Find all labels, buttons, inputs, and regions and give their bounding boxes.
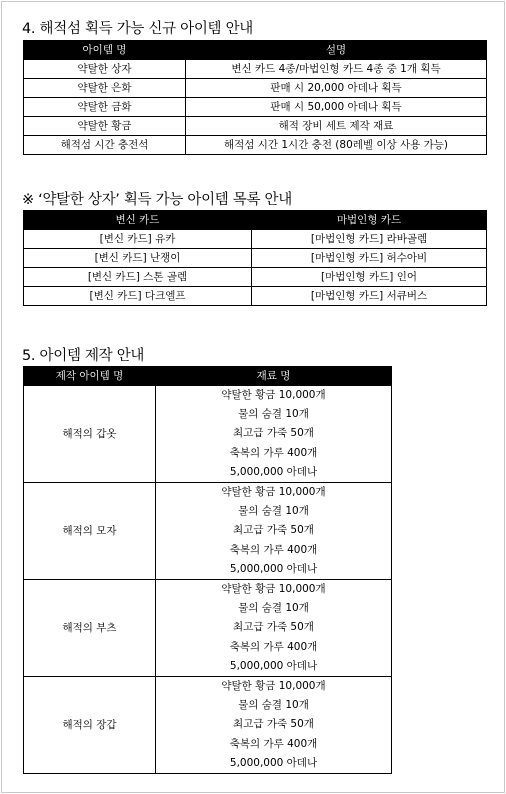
material-line: 물의 숨결 10개 (238, 408, 309, 421)
materials-cell (156, 677, 392, 774)
item-name-cell: 약탈한 금화 (24, 98, 186, 117)
section5-title: 5. 아이템 제작 안내 (22, 348, 145, 364)
table-row (24, 677, 392, 774)
material-line: 물의 숨결 10개 (238, 505, 309, 518)
table-row (24, 98, 487, 117)
table-row (24, 268, 487, 287)
material-line: 최고급 가죽 50개 (233, 621, 314, 634)
material-line: 최고급 가죽 50개 (233, 427, 314, 440)
material-line: 약탈한 황금 10,000개 (221, 486, 326, 499)
item-name-cell: 약탈한 은화 (24, 79, 186, 98)
item-description-cell: 판매 시 50,000 아데나 획득 (186, 98, 487, 117)
transform-card-cell: [변신 카드] 유카 (24, 230, 252, 249)
craft-item-name: 해적의 모자 (24, 483, 156, 580)
table-row (24, 483, 392, 580)
header-magic-doll-card: 마법인형 카드 (252, 211, 487, 230)
header-transform-card: 변신 카드 (24, 211, 252, 230)
material-line: 물의 숨결 10개 (238, 699, 309, 712)
item-description-cell: 해적 장비 세트 제작 재료 (186, 117, 487, 136)
magic-doll-card-cell: [마법인형 카드] 서큐버스 (252, 287, 487, 306)
item-description-cell: 변신 카드 4종/마법인형 카드 4종 중 1개 획득 (186, 60, 487, 79)
new-items-table (23, 40, 487, 155)
materials-cell (156, 483, 392, 580)
table-row (24, 249, 487, 268)
item-name-cell: 약탈한 상자 (24, 60, 186, 79)
material-line: 최고급 가죽 50개 (233, 524, 314, 537)
material-line: 최고급 가죽 50개 (233, 718, 314, 731)
table-row (24, 117, 487, 136)
material-line: 약탈한 황금 10,000개 (221, 389, 326, 402)
transform-card-cell: [변신 카드] 다크엘프 (24, 287, 252, 306)
table-header-row (24, 211, 487, 230)
table-row (24, 136, 487, 155)
material-line: 축복의 가루 400개 (229, 737, 318, 750)
table-row (24, 580, 392, 677)
transform-card-cell: [변신 카드] 난쟁이 (24, 249, 252, 268)
table-row (24, 230, 487, 249)
box-section-title: ※ ‘약탈한 상자’ 획득 가능 아이템 목록 안내 (22, 192, 292, 208)
header-item-name: 아이템 명 (24, 41, 186, 60)
section4-title: 4. 해적섬 획득 가능 신규 아이템 안내 (22, 21, 253, 37)
material-line: 5,000,000 아데나 (229, 465, 318, 478)
table-row (24, 60, 487, 79)
craft-item-name: 해적의 갑옷 (24, 386, 156, 483)
magic-doll-card-cell: [마법인형 카드] 라바골렘 (252, 230, 487, 249)
item-name-cell: 약탈한 황금 (24, 117, 186, 136)
craft-item-name: 해적의 장갑 (24, 677, 156, 774)
header-materials: 재료 명 (156, 367, 392, 386)
material-line: 물의 숨결 10개 (238, 602, 309, 615)
material-line: 5,000,000 아데나 (229, 756, 318, 769)
crafting-table (23, 366, 392, 774)
material-line: 5,000,000 아데나 (229, 659, 318, 672)
material-line: 축복의 가루 400개 (229, 543, 318, 556)
material-line: 축복의 가루 400개 (229, 446, 318, 459)
header-description: 설명 (186, 41, 487, 60)
table-row (24, 79, 487, 98)
table-header-row (24, 367, 392, 386)
magic-doll-card-cell: [마법인형 카드] 허수아비 (252, 249, 487, 268)
table-header-row (24, 41, 487, 60)
material-line: 축복의 가루 400개 (229, 640, 318, 653)
table-row (24, 287, 487, 306)
item-description-cell: 해적섬 시간 1시간 충전 (80레벨 이상 사용 가능) (186, 136, 487, 155)
magic-doll-card-cell: [마법인형 카드] 인어 (252, 268, 487, 287)
materials-cell (156, 580, 392, 677)
transform-card-cell: [변신 카드] 스톤 골렘 (24, 268, 252, 287)
craft-item-name: 해적의 부츠 (24, 580, 156, 677)
box-items-table (23, 210, 487, 306)
item-description-cell: 판매 시 20,000 아데나 획득 (186, 79, 487, 98)
item-name-cell: 해적섬 시간 충전석 (24, 136, 186, 155)
material-line: 5,000,000 아데나 (229, 562, 318, 575)
material-line: 약탈한 황금 10,000개 (221, 680, 326, 693)
material-line: 약탈한 황금 10,000개 (221, 583, 326, 596)
header-craft-item: 제작 아이템 명 (24, 367, 156, 386)
table-row (24, 386, 392, 483)
materials-cell (156, 386, 392, 483)
